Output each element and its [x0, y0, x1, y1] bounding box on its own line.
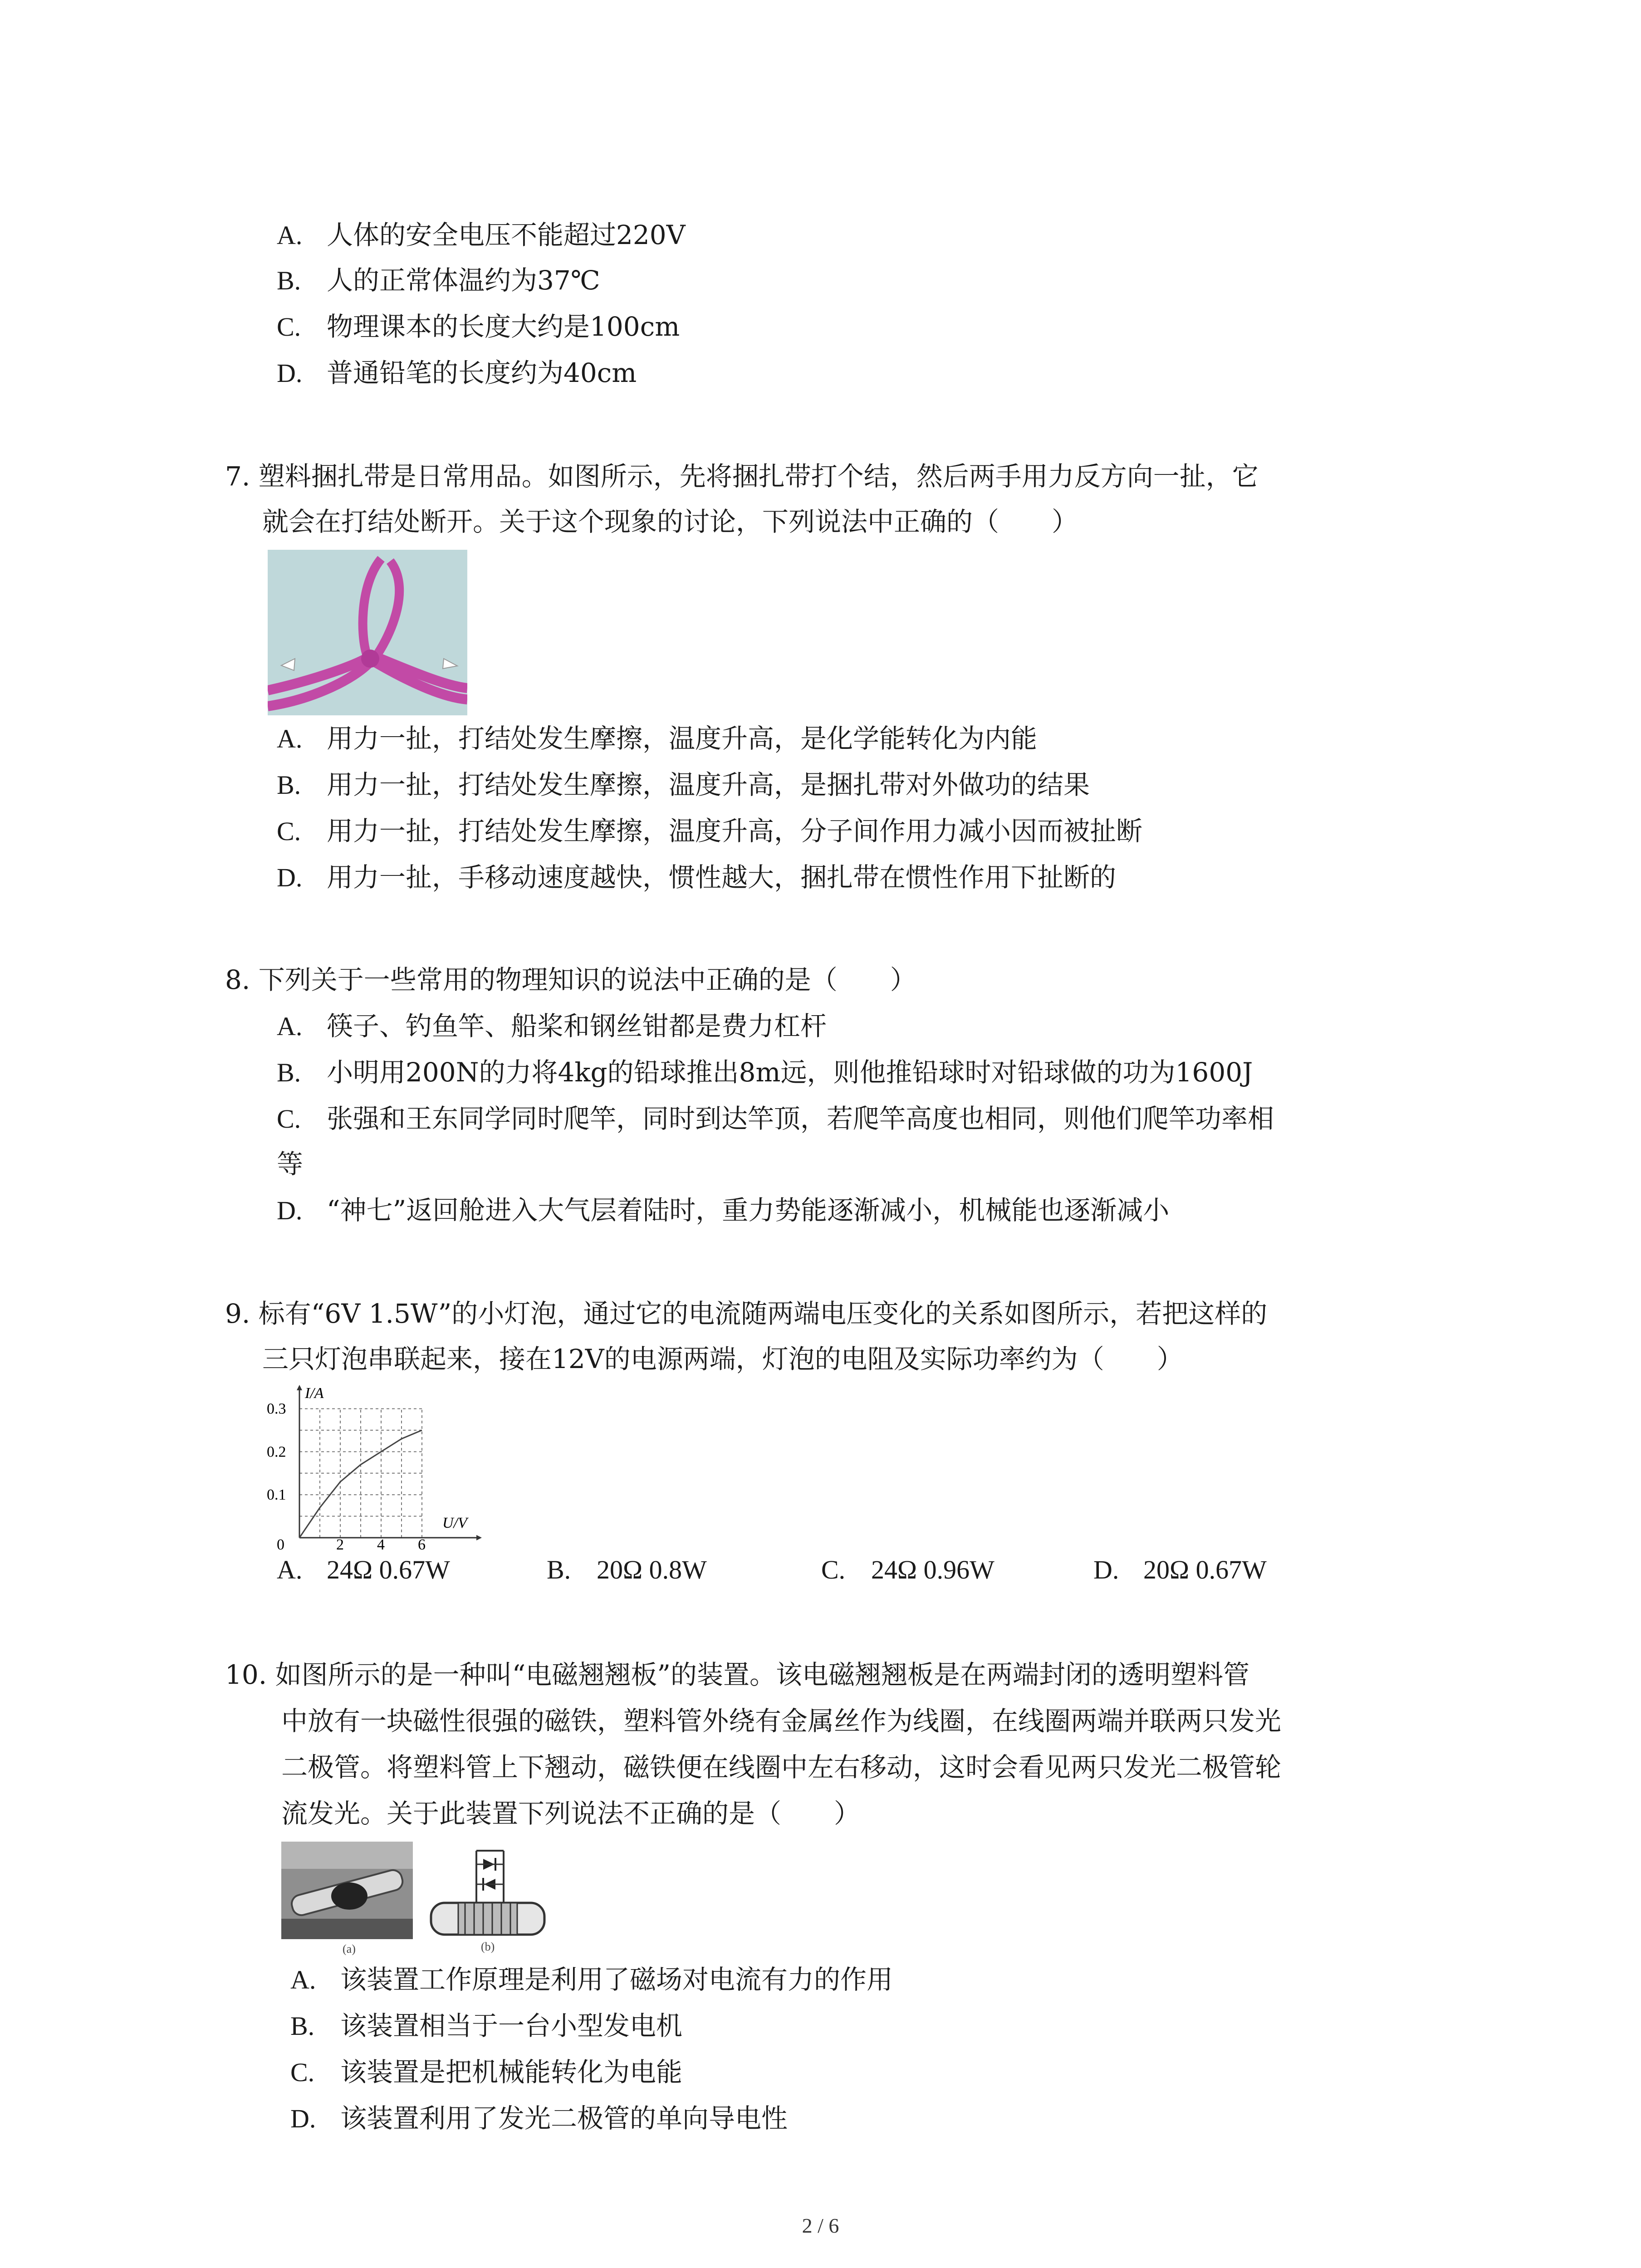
q9-option-d: D. 20Ω 0.67W: [1093, 1555, 1267, 1584]
q10-figure-a: [281, 1842, 413, 1955]
x-axis-arrow: [476, 1535, 482, 1540]
q10-stem-line-1: 10. 如图所示的是一种叫“电磁翘翘板”的装置。该电磁翘翘板是在两端封闭的透明塑料管: [225, 1659, 1249, 1690]
q9-iu-chart: [263, 1383, 485, 1551]
q10-stem-line-2: 中放有一块磁性很强的磁铁，塑料管外绕有金属丝作为线圈，在线圈两端并联两只发光: [281, 1706, 1282, 1736]
q7-option-d: D. 用力一扯，手移动速度越快，惯性越大，捆扎带在惯性作用下扯断的: [277, 862, 1117, 893]
iu-chart-svg: [263, 1383, 485, 1551]
page-number: 2 / 6: [802, 2214, 839, 2237]
fig-a-caption: (a): [343, 1942, 356, 1955]
q10-stem-line-4: 流发光。关于此装置下列说法不正确的是（ ）: [281, 1798, 861, 1829]
fig-b-caption: (b): [481, 1940, 495, 1953]
iu-curve: [299, 1430, 422, 1538]
q6-option-a: A. 人体的安全电压不能超过220V: [277, 220, 686, 250]
x-tick-label: 4: [377, 1536, 385, 1551]
q9-option-a: A. 24Ω 0.67W: [277, 1555, 450, 1584]
q7-option-c: C. 用力一扯，打结处发生摩擦，温度升高，分子间作用力减小因而被扯断: [277, 816, 1143, 846]
q8-option-c-continued: 等: [277, 1149, 304, 1179]
y-tick-label: 0.3: [267, 1400, 286, 1418]
q8-option-b: B. 小明用200N的力将4kg的铅球推出8m远，则他推铅球时对铅球做的功为1600J: [277, 1057, 1253, 1088]
q7-stem-line-2: 就会在打结处断开。关于这个现象的讨论，下列说法中正确的（ ）: [262, 506, 1078, 537]
origin-tick-label: 0: [277, 1536, 284, 1551]
q7-stem-line-1: 7. 塑料捆扎带是日常用品。如图所示，先将捆扎带打个结，然后两手用力反方向一扯，它: [225, 461, 1259, 492]
y-axis-label: I/A: [305, 1385, 324, 1402]
q9-option-c: C. 24Ω 0.96W: [821, 1555, 994, 1584]
q6-option-b: B. 人的正常体温约为37℃: [277, 265, 600, 296]
x-tick-label: 6: [418, 1536, 426, 1551]
q8-stem: 8. 下列关于一些常用的物理知识的说法中正确的是（ ）: [225, 964, 916, 995]
q10-option-c: C. 该装置是把机械能转化为电能: [290, 2057, 683, 2087]
q10-figure-b: [426, 1842, 549, 1955]
x-axis-label: U/V: [442, 1515, 467, 1531]
q6-option-d: D. 普通铅笔的长度约为40cm: [277, 357, 637, 388]
q10-option-b: B. 该装置相当于一台小型发电机: [290, 2010, 683, 2041]
q10-option-a: A. 该装置工作原理是利用了磁场对电流有力的作用: [290, 1964, 893, 1995]
q7-option-a: A. 用力一扯，打结处发生摩擦，温度升高，是化学能转化为内能: [277, 723, 1038, 754]
q7-option-b: B. 用力一扯，打结处发生摩擦，温度升高，是捆扎带对外做功的结果: [277, 769, 1090, 800]
y-tick-label: 0.1: [267, 1486, 286, 1504]
y-axis-arrow: [297, 1385, 302, 1390]
q8-option-c: C. 张强和王东同学同时爬竿，同时到达竿顶，若爬竿高度也相同，则他们爬竿功率相: [277, 1103, 1274, 1134]
y-tick-label: 0.2: [267, 1443, 286, 1461]
q10-option-d: D. 该装置利用了发光二极管的单向导电性: [290, 2103, 788, 2134]
q8-option-d: D. “神七”返回舱进入大气层着陆时，重力势能逐渐减小，机械能也逐渐减小: [277, 1195, 1170, 1226]
q9-stem-line-2: 三只灯泡串联起来，接在12V的电源两端，灯泡的电阻及实际功率约为（ ）: [262, 1344, 1183, 1374]
q9-option-b: B. 20Ω 0.8W: [547, 1555, 707, 1584]
q9-stem-line-1: 9. 标有“6V 1.5W”的小灯泡，通过它的电流随两端电压变化的关系如图所示，若把这样的: [225, 1298, 1268, 1329]
q7-strap-figure: [268, 550, 467, 715]
q6-option-c: C. 物理课本的长度大约是100cm: [277, 311, 680, 342]
q10-stem-line-3: 二极管。将塑料管上下翘动，磁铁便在线圈中左右移动，这时会看见两只发光二极管轮: [281, 1752, 1282, 1783]
q8-option-a: A. 筷子、钓鱼竿、船桨和钢丝钳都是费力杠杆: [277, 1011, 827, 1041]
x-tick-label: 2: [336, 1536, 344, 1551]
